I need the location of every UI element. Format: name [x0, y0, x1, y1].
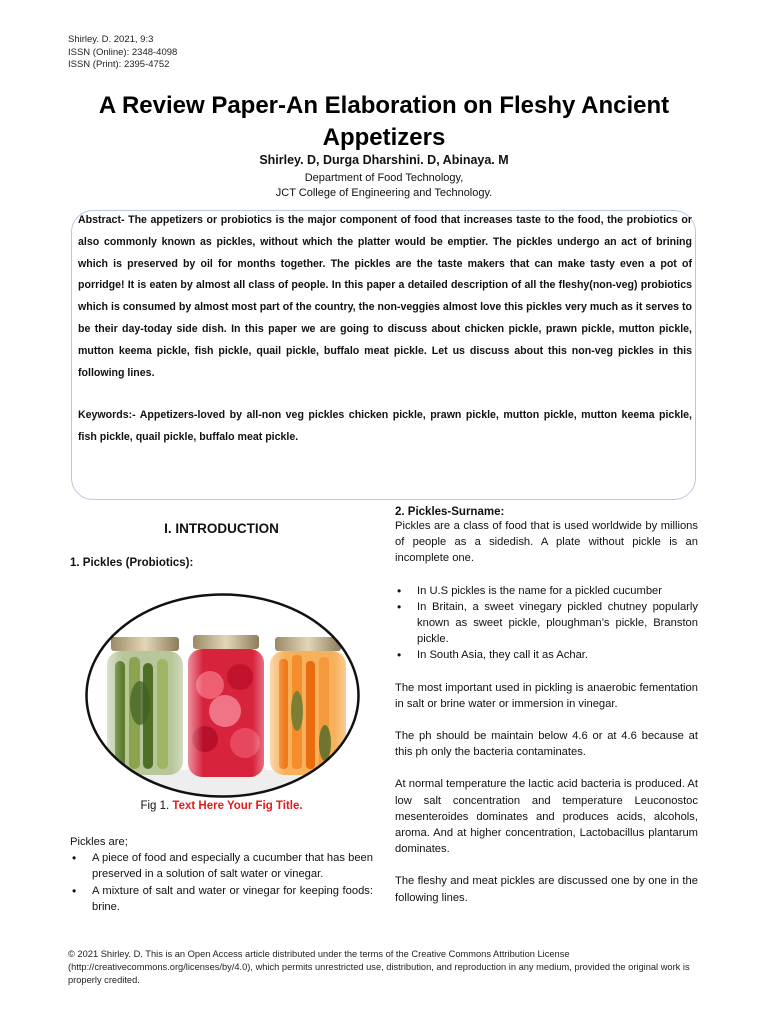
pickles-are-block — [70, 834, 373, 915]
journal-meta — [68, 34, 177, 72]
keywords-text: Keywords:- Appetizers-loved by all-non veg pickles chicken pickle, prawn pickle, mutton pickle, mutton keema pickle, fish pickle, quail pickle, buffalo meat pickle. — [78, 409, 692, 443]
abstract-text: Abstract- The appetizers or probiotics is the major component of food that increases taste to the food, the probiotics or also commonly known as pickles, without which the platter would be emptier. The pickles undergo an act of brining which is preserved by oil for months together. The pickles are the taste makers that can make tasty even a pot of porridge! It is eaten by almost all class of people. In this paper a detailed description of all the fleshy(non-veg) probiotics which is consumed by almost most part of the country, the non-veggies almost love this pickles very much as it serves to be their day-today side dish. In this paper we are going to discuss about chicken pickle, prawn pickle, mutton pickle, mutton keema pickle, fish pickle, quail pickle, buffalo meat pickle. Let us discuss about this non-veg pickles in this following lines. — [78, 214, 692, 379]
affiliation — [60, 171, 708, 201]
ph-paragraph: The ph should be maintain below 4.6 or at 4.6 because at this ph only the bacteria contaminates. — [395, 730, 698, 759]
pickle-jars-image — [85, 593, 360, 798]
pickles-are-label: Pickles are; — [70, 836, 128, 848]
pickles-names-list — [395, 583, 698, 664]
authors: Shirley. D, Durga Dharshini. D, Abinaya. M — [259, 153, 509, 167]
pickles-definition-list — [70, 850, 373, 915]
citation: Shirley. D. 2021, 9:3 — [68, 34, 154, 45]
issn-online: ISSN (Online): 2348-4098 — [68, 46, 178, 58]
figure-label: Fig 1. — [140, 800, 170, 812]
list-item: • In South Asia, they call it as Achar. — [395, 647, 698, 663]
list-item: • In Britain, a sweet vinegary pickled chutney popularly known as sweet pickle, ploughman’s pickle, Branston pickle. — [395, 599, 698, 648]
section-title-introduction: I. INTRODUCTION — [164, 521, 279, 536]
figure-caption — [70, 800, 373, 812]
figure-title: Text Here Your Fig Title. — [172, 800, 303, 812]
title-line-1: A Review Paper-An Elaboration on Fleshy Ancient — [98, 92, 670, 119]
issn-print: ISSN (Print): 2395-4752 — [68, 59, 170, 70]
pickling-paragraph: The most important used in pickling is anaerobic fementation in salt or brine water or immersion in vinegar. — [395, 681, 698, 710]
right-column — [395, 506, 698, 906]
affiliation-line-2: JCT College of Engineering and Technology. — [275, 187, 493, 199]
lactic-acid-paragraph: At normal temperature the lactic acid bacteria is produced. At low salt concentration and temperature Leuconostoc mesenteroides dominates and produces acids, alcohols, aroma. And at higher concentration, Lactobacillus plantarum dominates. — [395, 778, 698, 856]
license-footer: © 2021 Shirley. D. This is an Open Access article distributed under the terms of the Creative Commons Attribution License (http://creativecommons.org/licenses/by/4.0), which permits unrestricted use, distribution, and reproduction in any medium, provided the original work is properly credited. — [68, 949, 690, 985]
list-item: • In U.S pickles is the name for a pickled cucumber — [395, 583, 698, 599]
subheading-pickles-probiotics: 1. Pickles (Probiotics): — [70, 557, 194, 569]
subheading-pickles-surname: 2. Pickles-Surname: — [395, 506, 505, 518]
list-item: • A piece of food and especially a cucumber that has been preserved in a solution of salt water or vinegar. — [70, 850, 373, 882]
paper-title — [60, 90, 708, 154]
pickles-intro-paragraph: Pickles are a class of food that is used worldwide by millions of people as a sidedish. A plate without pickle is an incomplete one. — [395, 520, 698, 565]
title-line-2: Appetizers — [322, 124, 446, 151]
list-item: • A mixture of salt and water or vinegar for keeping foods: brine. — [70, 883, 373, 915]
fleshy-pickles-paragraph: The fleshy and meat pickles are discussed one by one in the following lines. — [395, 875, 698, 904]
affiliation-line-1: Department of Food Technology, — [304, 172, 464, 184]
